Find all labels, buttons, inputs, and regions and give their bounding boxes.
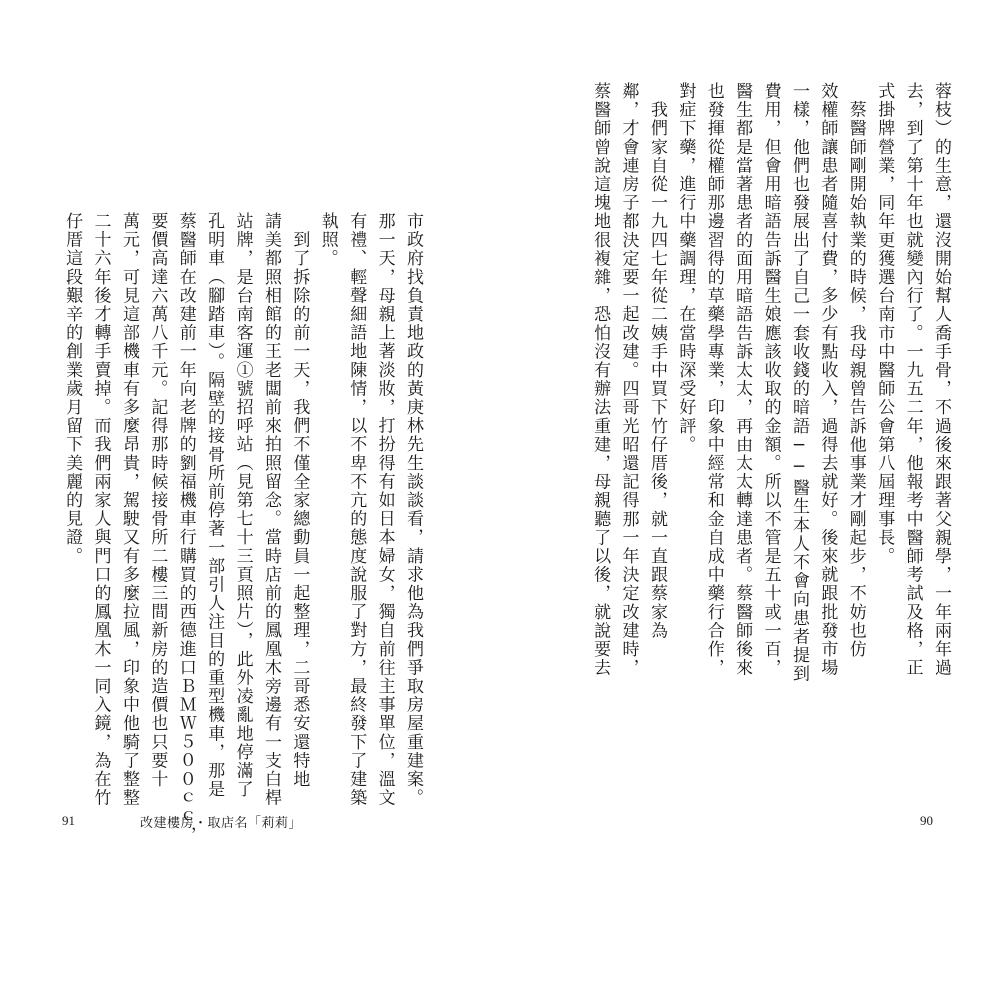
- right-col-5: 效權師讓患者隨喜付費，多少有點收入，過得去就好。後來就跟批發市場: [817, 82, 838, 678]
- left-col-12: 二十六年後才轉手賣掉。而我們兩家人與門口的鳳凰木一同入鏡，為在竹: [90, 212, 111, 808]
- left-col-3: 有禮、輕聲細語地陳情，以不卑不亢的態度說服了對方，最終發下了建築: [346, 212, 367, 808]
- left-col-9: 蔡醫師在改建前一年向老牌的劉福機車行購買的西德進口ＢＭＷ５００ｃｃ，: [175, 212, 196, 845]
- left-col-6: 請美都照相館的王老闆前來拍照留念。當時店前的鳳凰木旁邊有一支白桿: [260, 212, 281, 808]
- right-col-1: 蓉枝）的生意，還沒開始幫人喬手骨，不過後來跟著父親學，一年兩年過: [931, 82, 951, 678]
- right-col-11: 我們家自從一九四七年從二姨手中買下竹仔厝後，就一直跟蔡家為: [646, 82, 667, 640]
- right-col-8: 醫生都是當著患者的面用暗語告訴太太，再由太太轉達患者。蔡醫師後來: [732, 82, 753, 678]
- left-col-2: 那一天，母親上著淡妝，打扮得有如日本婦女，獨自前往主事單位，溫文: [374, 212, 395, 808]
- left-page-number: 91: [62, 813, 75, 828]
- left-col-8: 孔明車（腳踏車）。隔壁的接骨所前停著一部引人注目的重型機車，那是: [204, 212, 225, 799]
- right-col-6: 一樣，他們也發展出了自己一套收錢的暗語──醫生本人不會向患者提到: [788, 82, 809, 684]
- right-col-4: 蔡醫師剛開始執業的時候，我母親曾告訴他事業才剛起步，不妨也仿: [845, 82, 866, 659]
- right-col-10: 對症下藥，進行中藥調理，在當時深受好評。: [675, 82, 696, 454]
- right-col-12: 鄰，才會連房子都決定要一起改建。四哥光昭還記得那一年決定改建時，: [618, 82, 639, 678]
- left-col-13: 仔厝這段艱辛的創業歲月留下美麗的見證。: [62, 212, 83, 566]
- right-col-7: 費用，但會用暗語告訴醫生娘應該收取的金額。所以不管是五十或一百，: [760, 82, 781, 678]
- left-col-10: 要價高達六萬八千元。記得那時候接骨所二樓三間新房的造價也只要十: [147, 212, 168, 789]
- right-page-body: [590, 82, 955, 732]
- left-col-5: 到了拆除的前一天，我們不僅全家總動員一起整理，二哥悉安還特地: [289, 212, 310, 789]
- right-col-3: 式掛牌營業，同年更獲選台南市中醫師公會第八屆理事長。: [874, 82, 895, 566]
- left-col-11: 萬元，可見這部機車有多麼昂貴，駕駛又有多麼拉風，印象中他騎了整整: [118, 212, 139, 808]
- left-col-4: 執照。: [317, 212, 338, 268]
- right-col-13: 蔡醫師曾說這塊地很複雜，恐怕沒有辦法重建，母親聽了以後，就說要去: [590, 82, 611, 678]
- right-page-number: 90: [920, 813, 933, 828]
- left-col-1: 市政府找負責地政的黃庚林先生談談看，請求他為我們爭取房屋重建案。: [403, 212, 423, 808]
- running-title: 改建樓房・取店名「莉莉」: [140, 816, 303, 831]
- left-col-7: 站牌，是台南客運①號招呼站（見第七十三頁照片），此外凌亂地停滿了: [232, 212, 253, 799]
- right-col-9: 也發揮從權師那邊習得的草藥學專業，印象中經常和金自成中藥行合作，: [703, 82, 724, 678]
- right-col-2: 去，到了第十年也就變內行了。一九五二年，他報考中醫師考試及格，正: [902, 82, 923, 678]
